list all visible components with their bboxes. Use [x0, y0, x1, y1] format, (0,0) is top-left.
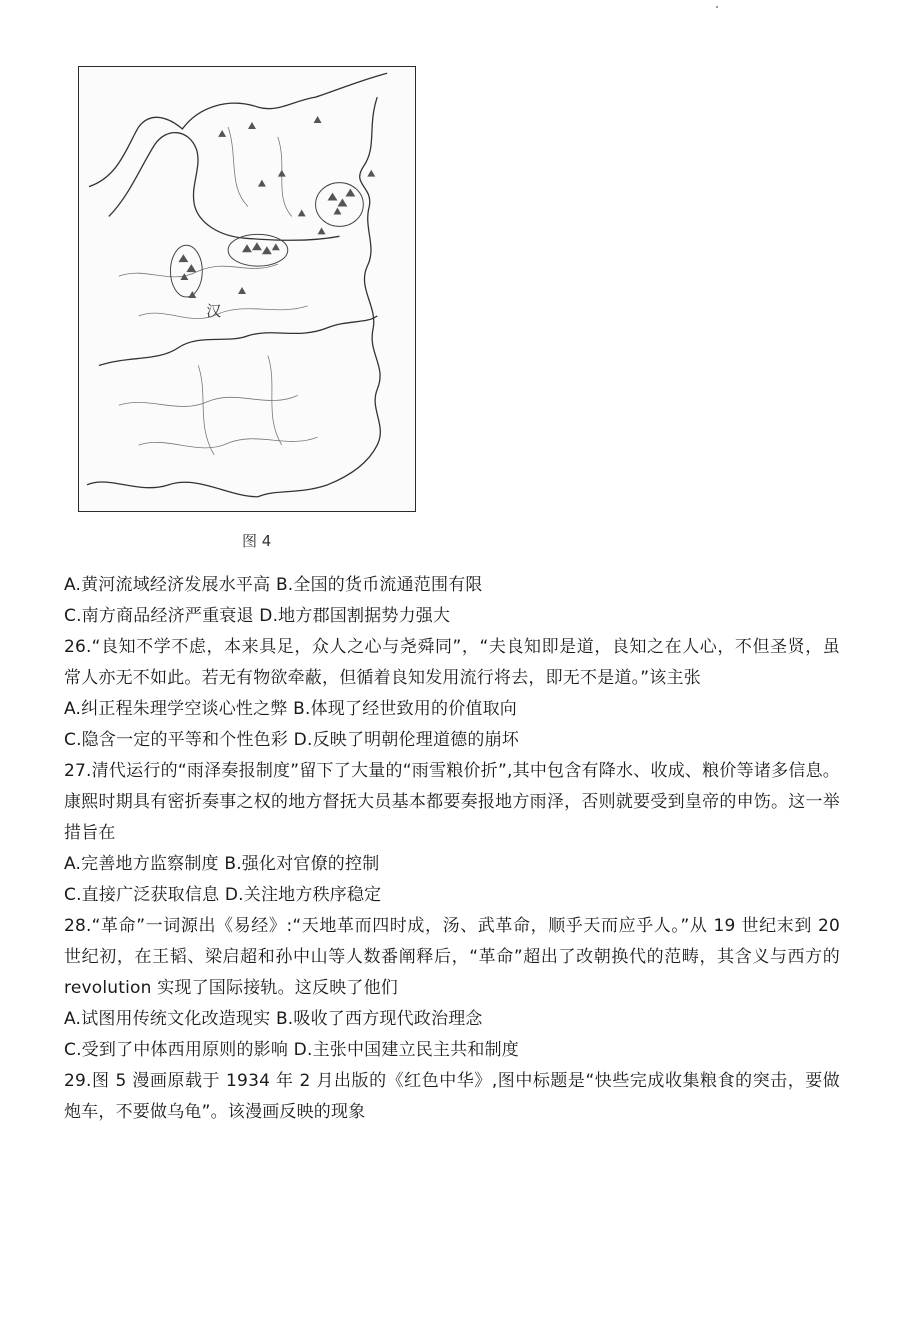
map-label-han: 汉: [206, 301, 222, 320]
coastline: [258, 97, 380, 497]
scan-speck: [716, 6, 718, 8]
tributary: [139, 437, 318, 448]
triangle-marker-icon: [178, 116, 375, 298]
tributary: [228, 127, 248, 207]
question-text-block: [64, 570, 840, 1128]
yangtze-river: [99, 316, 377, 366]
q27-stem: 27.清代运行的“雨泽奏报制度”留下了大量的“雨雪粮价折”,其中包含有降水、收成、粮价等诸多信息。康熙时期具有密折奏事之权的地方督抚大员基本都要奏报地方雨泽，否则就要受到皇帝的申饬。这一举措旨在: [64, 761, 840, 843]
q29-stem: 29.图 5 漫画原载于 1934 年 2 月出版的《红色中华》,图中标题是“快些完成收集粮食的突击，要做炮车，不要做乌龟”。该漫画反映的现象: [64, 1071, 840, 1122]
q27-option-line: C.直接广泛获取信息 D.关注地方秩序稳定: [64, 885, 382, 905]
southern-border: [87, 482, 258, 497]
tributary: [119, 395, 298, 406]
q25-option-line: A.黄河流域经济发展水平高 B.全国的货币流通范围有限: [64, 575, 483, 595]
q28-stem: 28.“革命”一词源出《易经》:“天地革而四时成，汤、武革命，顺乎天而应乎人。”从 19 世纪末到 20 世纪初，在王韬、梁启超和孙中山等人数番阐释后，“革命”超出了改朝换代的范畴，其含义与西方的 revolution 实现了国际接轨。这反映了他们: [64, 916, 840, 998]
han-map: [79, 67, 415, 511]
northern-border: [89, 73, 387, 186]
q26-stem: 26.“良知不学不虑，本来具足，众人之心与尧舜同”，“夫良知即是道，良知之在人心，不但圣贤，虽常人亦无不如此。若无有物欲牵蔽，但循着良知发用流行将去，即无不是道。”该主张: [64, 637, 840, 688]
q26-option-line: A.纠正程朱理学空谈心性之弊 B.体现了经世致用的价值取向: [64, 699, 518, 719]
tributary: [198, 366, 214, 455]
q27-option-line: A.完善地方监察制度 B.强化对官僚的控制: [64, 854, 380, 874]
yellow-river: [109, 133, 340, 241]
tributary: [139, 306, 308, 319]
q28-option-line: C.受到了中体西用原则的影响 D.主张中国建立民主共和制度: [64, 1040, 519, 1060]
q28-option-line: A.试图用传统文化改造现实 B.吸收了西方现代政治理念: [64, 1009, 483, 1029]
figure-caption: 图 4: [242, 532, 272, 550]
q26-option-line: C.隐含一定的平等和个性色彩 D.反映了明朝伦理道德的崩坏: [64, 730, 519, 750]
q25-option-line: C.南方商品经济严重衰退 D.地方郡国割据势力强大: [64, 606, 451, 626]
map-figure: [78, 66, 416, 512]
